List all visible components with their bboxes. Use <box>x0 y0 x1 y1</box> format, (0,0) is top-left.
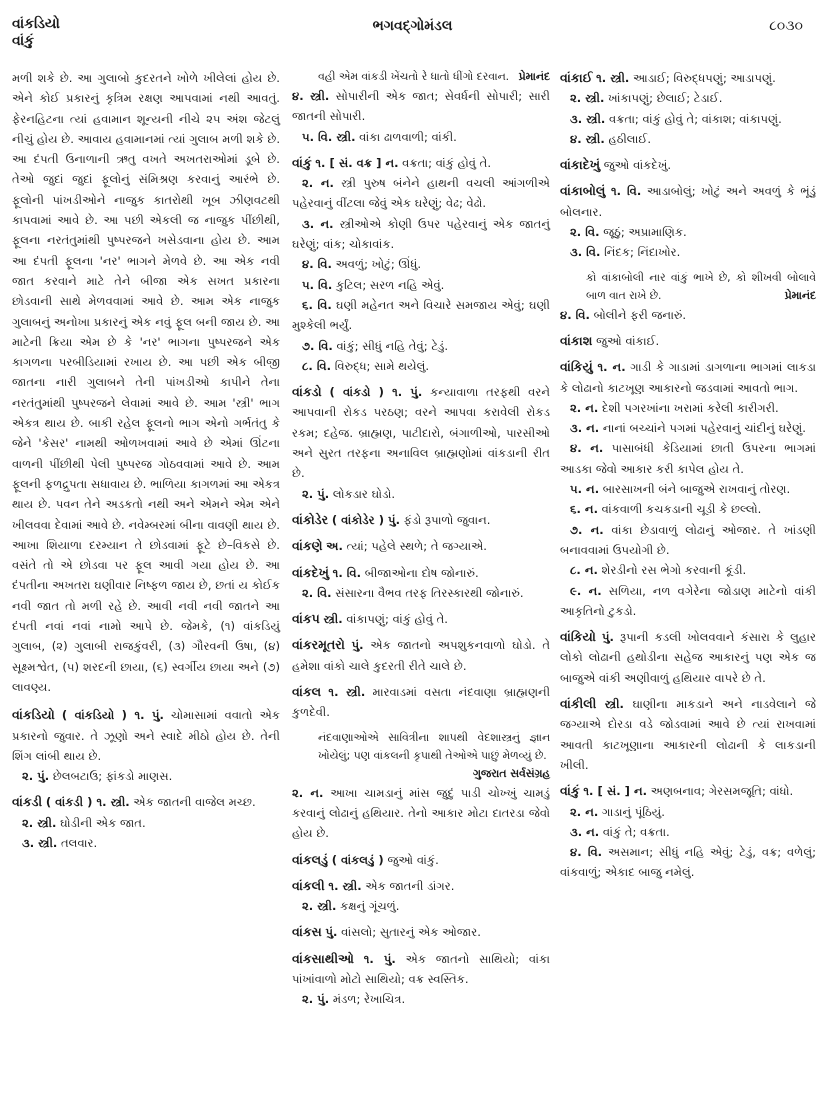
sense-text: દેશી પગરખાંના ખરામાં કરેલી કારીગરી. <box>601 400 779 415</box>
sense-text: નિંદક; નિંદાખોર. <box>604 245 681 260</box>
dictionary-entry <box>292 609 550 629</box>
page-title: ભગવદ્ગોમંડલ <box>372 18 453 34</box>
sense-label: ૨. ન. <box>570 804 599 819</box>
sense-label: ( વાંકડો ) ૧. પું. <box>329 385 423 400</box>
headword: વાંકિયું <box>560 359 593 375</box>
sense-text: વક્રતા; વાંકું હોવું તે. <box>402 155 492 170</box>
sense-label: ૬. વિ. <box>302 297 332 312</box>
sense-label: ૫. ન. <box>570 482 600 497</box>
quotation <box>560 269 816 305</box>
sense <box>292 850 550 870</box>
sense-label: ૪. વિ. <box>570 845 603 860</box>
sense-text: આડાબોલું; ખોટું અને અવળું કે ભૂંડું બોલનાર. <box>560 184 816 219</box>
sense <box>292 563 550 583</box>
sense-label: પું. <box>351 638 364 653</box>
sense-text: ગાડાનું પૂંઠિયું. <box>601 804 665 819</box>
sense-label: ૧. [ સં. ] ન. <box>583 784 648 799</box>
dictionary-entry <box>292 153 550 376</box>
dictionary-entry <box>12 705 280 786</box>
sense <box>560 398 816 418</box>
sense-label: સ્ત્રી. <box>604 697 624 712</box>
sense <box>560 842 816 883</box>
sense <box>292 275 550 295</box>
sense <box>292 989 550 1009</box>
sense-text: લોકડાર ઘોડો. <box>332 486 396 501</box>
sense-label: ૨. પું. <box>302 992 330 1007</box>
sense-text: એક જાતની ડાંગર. <box>365 878 455 893</box>
sense-label: ૨. પું. <box>302 486 330 501</box>
sense <box>292 609 550 629</box>
sense <box>560 479 816 499</box>
sense-label: ૨. સ્ત્રી. <box>570 91 605 106</box>
sense-label: ૩. સ્ત્રી. <box>22 835 58 850</box>
sense-label: ૬. ન. <box>570 502 598 517</box>
sense <box>12 766 280 786</box>
headword: વાંકડી <box>12 794 43 810</box>
sense-label: ૫. વિ. <box>302 277 333 292</box>
sense-text: ઘોડીની એક જાત. <box>60 815 146 830</box>
sense <box>292 153 550 173</box>
sense-label: ૨. સ્ત્રી. <box>22 815 57 830</box>
dictionary-entry <box>560 305 816 325</box>
sense <box>560 560 816 580</box>
sense-label: ૧. વિ. <box>332 565 362 580</box>
sense <box>560 694 816 775</box>
sense-text: વાંકું; સીધું નહિ તેવું; ટેડું. <box>336 338 449 353</box>
dictionary-entry <box>292 876 550 917</box>
headword: વાંકડો <box>292 384 322 400</box>
sense-label: ૧. સ્ત્રી. <box>596 71 630 85</box>
headword: વાંકીલી <box>560 696 597 712</box>
headword: વાંકદેખું <box>292 564 329 580</box>
headword: વાંકલડું <box>292 851 328 867</box>
sense <box>292 382 550 483</box>
sense-label: ૪. વિ. <box>560 307 590 322</box>
sense-text: હઠીલાઈ. <box>608 131 652 146</box>
sense-text: વિરુદ્ધ; સામે થયેલું. <box>334 358 430 373</box>
sense-label: ૪. ન. <box>570 441 604 456</box>
sense-label: ૭. ન. <box>570 522 604 537</box>
sense-label: ૧. સ્ત્રી. <box>328 878 362 893</box>
sense <box>292 173 550 214</box>
guide-word-bottom: વાંકું <box>12 33 35 49</box>
dictionary-entry <box>292 635 550 676</box>
sense <box>292 295 550 336</box>
sense <box>560 781 816 801</box>
sense-label: સ્ત્રી. <box>323 612 343 627</box>
sense-label: ૧. વિ. <box>610 184 642 199</box>
sense-label: ( વાંકોડેર ) પું. <box>331 512 400 527</box>
sense <box>560 357 816 398</box>
sense <box>560 438 816 479</box>
sense-text: અસમાન; સીધું નહિ એવું; ટેડું, વક્ર; વળેલું; વાંકવાળું; એકાદ બાજુ નમેલું. <box>560 845 816 880</box>
sense-text: ફંડો રૂપાળો જુવાન. <box>403 512 491 527</box>
sense-label: ૭. વિ. <box>302 338 333 353</box>
sense-text: જુઓ વાંકદેખું. <box>603 158 672 173</box>
dictionary-entry <box>560 331 816 351</box>
sense <box>292 127 550 147</box>
sense-label: ૩. વિ. <box>570 245 601 260</box>
sense-label: ૩. સ્ત્રી. <box>570 111 606 126</box>
dictionary-entry <box>292 922 550 942</box>
sense-text: કક્ષનું ગૂંચળું. <box>340 899 400 914</box>
headword: વાંકસ <box>292 924 322 940</box>
dictionary-entry <box>560 181 816 262</box>
sense-label: ૫. વિ. સ્ત્રી. <box>302 129 356 144</box>
dictionary-entry <box>560 627 816 688</box>
sense-label: ૩. ન. <box>570 824 600 839</box>
dictionary-entry <box>292 510 550 530</box>
sense <box>292 484 550 504</box>
sense-text: એક જાતનો સાથિયો; વાંકા પાંખાંવાળો મોટો સાથિયો; વક્ર સ્વસ્તિક. <box>292 951 550 986</box>
sense-text: સળિયા, નળ વગેરેના જોડાણ માટેનો વાંકી આકૃતિનો ટુકડો. <box>560 583 816 618</box>
dictionary-entry <box>12 792 280 853</box>
sense-label: ૮. ન. <box>570 563 598 578</box>
headword: વાંકસાથીઓ <box>292 950 354 966</box>
sense-text: ગાડી કે ગાડામાં ડાગળાના ભાગમાં લાકડા કે લોઢાનો કાટખૂણ આકારનો જડવામાં આવતો ભાગ. <box>560 360 817 395</box>
sense <box>292 922 550 942</box>
sense-text: વાંકા છેડાવાળું લોઢાનું ઓજાર. તે ખાંડણી બનાવવામાં ઉપયોગી છે. <box>560 522 816 557</box>
sense-label: ૧. પું. <box>363 951 396 966</box>
sense <box>560 68 816 88</box>
sense-text: નાનાં બચ્ચાંને પગમાં પહેરવાનું ચાંદીનું ઘરેણું. <box>602 421 806 436</box>
sense-text: વાંસલો; સુતારનું એક ઓજાર. <box>341 925 481 940</box>
sense-text: બોલીને ફરી જનારું. <box>593 307 687 322</box>
headword: વાંકોડેર <box>292 511 329 527</box>
sense-label: પું. <box>325 925 338 940</box>
sense <box>560 581 816 622</box>
quotation <box>292 729 550 783</box>
sense <box>292 254 550 274</box>
sense-label: ( વાંકડિયો ) ૧. પું. <box>61 708 164 723</box>
sense <box>292 356 550 376</box>
sense-text: આખા ચામડાનું માંસ જુદું પાડી ચોખ્ખું ચામડું કરવાનું લોઢાનું હથિયાર. તેનો આકાર મોટા દાતરડા જેવો હોય છે. <box>292 785 550 841</box>
dictionary-entry <box>292 783 550 844</box>
sense-label: ૪. સ્ત્રી. <box>570 131 605 146</box>
headword: વાંકું <box>292 154 312 170</box>
sense-label: અ. <box>326 539 343 554</box>
sense-text: તલવાર. <box>61 835 98 850</box>
sense-text: વક્રતા; વાંકું હોવું તે; વાંકાશ; વાંકાપણું. <box>609 111 782 126</box>
column-1 <box>12 68 280 859</box>
sense-text: છેલબટાઉ; ફાંકડો માણસ. <box>52 769 173 784</box>
sense-text: અણબનાવ; ગેરસમજૂતિ; વાંધો. <box>650 784 794 799</box>
sense-text: વાંકવાળી કચકડાની ચૂડી કે છલ્લો. <box>601 502 762 517</box>
sense <box>560 627 816 688</box>
sense <box>292 336 550 356</box>
headword: વાંકાદેખું <box>560 157 601 173</box>
sense <box>560 129 816 149</box>
quotation <box>292 68 550 86</box>
page-number: ૮૦૩૦ <box>769 18 803 34</box>
dictionary-entry <box>560 68 816 149</box>
headword: વાંકાઈ <box>560 70 593 85</box>
sense <box>12 813 280 833</box>
headword: વાંકાબોલું <box>560 183 606 199</box>
sense-label: ૨. વિ. <box>570 225 600 240</box>
dictionary-entry <box>560 781 816 882</box>
sense-text: એક જાતનો અપશુકનવાળો ઘોડો. તે હમેશા વાંકો ચાલે કુદરતી રીતે ચાલે છે. <box>292 638 551 673</box>
sense <box>560 418 816 438</box>
sense <box>292 876 550 896</box>
column-3 <box>560 68 816 889</box>
headword: વાંકું <box>560 783 580 799</box>
sense <box>12 833 280 853</box>
sense-label: ૩. ન. <box>570 421 600 436</box>
sense-text: ઘાણીના માકડાને અને નાડવેલાને જે જગ્યાએ દોરડા વડે જોડવામાં આવે છે ત્યાં રાખવામાં આવતી કાટખૂણાના આકારની લોઢાની કે લાકડાની ખીલી. <box>560 697 816 772</box>
sense <box>292 214 550 255</box>
sense <box>292 536 550 556</box>
sense-text: મંડળ; રેખાચિત્ર. <box>332 992 406 1007</box>
sense <box>292 682 550 723</box>
sense-text: સોપારીની એક જાત; સેવર્ધની સોપારી; સારી જાતની સોપારી. <box>292 89 550 124</box>
sense <box>292 896 550 916</box>
sense <box>560 109 816 129</box>
sense-label: ૨. ન. <box>570 400 599 415</box>
sense-text: ત્યાં; પહેલે સ્થળે; તે જગ્યાએ. <box>346 539 487 554</box>
sense <box>12 792 280 812</box>
sense-text: જુઓ વાંકું. <box>387 852 439 867</box>
sense-text: પાસાબંધી કેડિયામાં છાતી ઉપરના ભાગમાં આડકા જેવો આકાર કરી કાપેલ હોય તે. <box>560 441 817 476</box>
sense <box>560 499 816 519</box>
sense-label: ૨. સ્ત્રી. <box>302 899 337 914</box>
sense-text: શેરડીનો રસ ભેગો કરવાની કૂંડી. <box>601 563 747 578</box>
sense-label: ૧. ન. <box>597 360 626 375</box>
headword: વાંકડિયો <box>12 707 55 723</box>
sense <box>292 783 550 844</box>
sense <box>560 822 816 842</box>
sense <box>560 331 816 351</box>
sense <box>560 88 816 108</box>
headword: વાંકરમૂતરો <box>292 637 345 653</box>
sense-label: ૪. સ્ત્રી. <box>292 89 330 103</box>
sense-label: ૨. ન. <box>302 176 334 191</box>
sense-text: ખાંકાપણું; છેલાઈ; ટેડાઈ. <box>608 91 723 106</box>
sense <box>292 86 550 127</box>
headword: વાંકલી <box>292 877 325 893</box>
sense-label: ( વાંકલડું ) <box>331 852 384 867</box>
headword: વાંકણે <box>292 538 323 554</box>
guide-word-top: વાંકડિયો <box>12 16 60 32</box>
quote-source: પ્રેમાનંદ <box>518 70 550 83</box>
sense-text: મારવાડમાં વસતા નંદવાણા બ્રાહ્મણની કુળદેવી. <box>292 685 551 720</box>
sense <box>560 181 816 222</box>
sense-text: સંસારના વૈભવ તરફ તિરસ્કારથી જોનારું. <box>335 585 524 600</box>
sense <box>292 583 550 603</box>
sense-text: આડાઈ; વિરુદ્ધપણું; આડાપણું. <box>633 71 776 85</box>
sense-text: જુઓ વાંકાઈ. <box>596 333 660 348</box>
quote-text: કો વાંકાબોલી નાર વાંકું ભાખે છે, કો શીખવી બોલાવે બાળ વાત રાખે છે. <box>586 270 816 302</box>
sense-label: ૧. સ્ત્રી. <box>328 685 366 700</box>
sense-label: પું. <box>601 630 614 645</box>
sense-text: સ્ત્રી પુરુષ બંનેને હાથની વચલી આંગળીએ પહેરવાનું વીંટલા જેવું એક ઘરેણું; વેઢ; વેઢો. <box>292 176 551 211</box>
sense-text: એક જાતની વાજેલ મચ્છ. <box>133 795 256 810</box>
sense-text: ચોમાસામાં વવાતો એક પ્રકારનો જુવાર. તે ઝૂણો અને સ્વાદે મીઠો હોય છે. તેની શિંગ લાંબી થાય છે. <box>12 708 280 763</box>
dictionary-entry <box>292 536 550 556</box>
sense-label: ૮. વિ. <box>302 358 332 373</box>
sense-label: ( વાંકડી ) ૧. સ્ત્રી. <box>45 795 130 810</box>
sense-text: ઘણી મહેનત અને વિચારે સમજાય એવું; ઘણી મુશ્કેલી ભર્યું. <box>292 297 550 333</box>
dictionary-entry <box>560 357 816 621</box>
sense <box>292 635 550 676</box>
headword: વાંકપ <box>292 611 320 627</box>
sense <box>12 705 280 766</box>
sense-label: ૩. ન. <box>302 216 334 231</box>
quote-text: વહી એમ વાંકડી ખેંચતો રે ધાતો ધીંગો દરવાન. <box>318 70 510 83</box>
sense <box>560 155 816 175</box>
paragraph: મળી શકે છે. આ ગુલાબો કુદરતને ખોળે ખીલેલાં હોય છે. એને કોઈ પ્રકારનું કૃત્રિમ રક્ષણ આપવામાં નથી આવતું. ફેરનહિટના ત્યાં હવામાન શૂન્યની નીચે ૨૫ અંશ જેટલું નીચું હોય છે. આવાય હવામાનમાં ત્યાં ગુલાબ મળી શકે છે. આ દંપતી ઉનાળાની ઋતુ વખતે અખતરાઓમાં ડૂબે છે. તેઓ જુદાં જુદાં ફૂલોનું સંમિશ્રણ કરવાનું આરંભે છે. ફૂલોની પાંખડીઓને નાજુક કાતરોથી ખૂબ ઝીણવટથી કાપવામાં આવે છે. આ પછી એકલી જ નાજુક પીંછીથી, ફૂલના નરતંતુમાંથી પુષ્પરજને ખસેડવાના હોય છે. આમ આ દંપતી ફૂલના 'નર' ભાગને મેળવે છે. આ એક નવી જાત કરવાને માટે તેને બીજા એક સખત પ્રકારના છોડવાની સાથે મેળવવામાં આવે છે. આમ એક નાજુક ગુલાબનું અનોખા પ્રકારનું એક નવું ફૂલ બની જાય છે. આ માટેની ક્રિયા એમ છે કે 'નર' ભાગના પુષ્પરજને એક કાગળના પરબીડિયામાં રખાય છે. આ પછી એક બીજી જાતના નારી ગુલાબને તેની પાંખડીઓ કાપીને તેના નરતંતુમાંથી પુષ્પરજને લેવામાં આવે છે. આમ 'સ્ત્રી' ભાગ એકત્ર થાય છે. બાકી રહેલ ફૂલનો ભાગ એનો ગર્ભતંતુ કે જેને 'કેસર' નામથી ઓળખવામાં આવે છે એમાં ઊંટના વાળની પીંછીથી પેલી પુષ્પરજ ગોઠવવામાં આવે છે. આમ ફૂલની ફળદ્રુપતા સધાવાય છે. ભાળિયા કાગળમાં આ એકત્ર થાય છે. પવન તેને અડકતો નથી અને એમને એમ એને ખીલવવા દેવામાં આવે છે. નવેમ્બરમાં બીના વાવણી થાય છે. આખા શિયાળા દરમ્યાન તે છોડવામાં ફૂટે છે–વિકસે છે. વસંતે તો એ છોડવા પર ફૂલ આવી ગયા હોય છે. આ દંપતીના અખતરા ઘણીવાર નિષ્ફળ જાય છે, છતાં ય કોઈક નવી જાત તો મળી રહે છે. આવી નવી નવી જાતને આ દંપતી નવાં નવાં નામો આપે છે. જેમકે, (૧) વાંકડિયું ગુલાબ, (૨) ગુલાબી રાજકુંવરી, (૩) ગૌરવની ઉષા, (૪) સૂક્ષ્મશ્વેત, (૫) શરદની છાયા, (૬) સ્વર્ગીય છાયા અને (૭) લાવણ્ય. <box>12 71 280 694</box>
sense <box>560 520 816 561</box>
sense-text: બારસાખની બંને બાજુએ રાખવાનું તોરણ. <box>602 482 791 497</box>
sense-text: વાંકાપણું; વાંકું હોવું તે. <box>346 612 448 627</box>
quote-source: ગુજરાત સર્વસંગ્રહ <box>472 766 550 780</box>
dictionary-entry <box>292 86 550 147</box>
sense <box>560 305 816 325</box>
headword: વાંકિયો <box>560 629 596 645</box>
column-2 <box>292 68 550 1016</box>
sense-label: ૧. [ સં. વક્ર ] ન. <box>315 155 399 170</box>
dictionary-entry <box>292 382 550 504</box>
sense-label: ૨. પું. <box>22 769 50 784</box>
quote-text: નંદવાણાઓએ સાવિત્રીના શાપથી વેદશાસ્ત્રનું જ્ઞાન ખોયેલું; પણ વાંકલની કૃપાથી તેઓએ પાછું મેળવ્યું છે. <box>318 730 550 762</box>
headword: વાંકાશ <box>560 332 593 348</box>
sense-label: ૨. વિ. <box>302 585 332 600</box>
sense-text: સ્ત્રીઓએ કોણી ઉપર પહેરવાનું એક જાતનું ઘરેણું; વાંક; ચોકાવાંક. <box>292 216 550 252</box>
sense-text: રૂપાની કડલી ખોલવવાને કંસારા કે લુહાર લોકો લોઢાની હથોડીના સહેજ આકારનું પણ એક જ બાજુએ વાંકી અણીવાળું હથિયાર વાપરે છે તે. <box>560 630 817 685</box>
headword: વાંકલ <box>292 684 322 700</box>
dictionary-entry <box>560 155 816 175</box>
dictionary-entry <box>292 563 550 604</box>
sense-text: કન્યાવાળા તરફથી વરને આપવાની રોકડ પરઠણ; વરને આપવા કરાવેલી રોકડ રકમ; દહેજ. બ્રાહ્મણ, પાટીદારો, બંગાળીઓ, પારસીઓ અને સુરત તરફના અનાવિલ બ્રાહ્મણોમાં વાંકડાની રીત છે. <box>292 385 550 481</box>
sense-label: ૯. ન. <box>570 583 602 598</box>
sense-text: બીજાઓના દોષ જોનારું. <box>364 565 479 580</box>
sense-label: ૪. વિ. <box>302 257 332 272</box>
sense <box>560 242 816 262</box>
dictionary-entry <box>560 694 816 775</box>
quote-source: પ્રેમાનંદ <box>784 288 816 302</box>
dictionary-entry <box>292 850 550 870</box>
sense-text: કુટિલ; સરળ નહિ એવું. <box>336 277 445 292</box>
sense <box>560 802 816 822</box>
sense-text: વાંકું તે; વક્રતા. <box>602 824 670 839</box>
dictionary-entry <box>292 682 550 723</box>
sense-label: ૨. ન. <box>292 785 324 800</box>
sense-text: અવળું; ખોટું; ઊંધું. <box>335 257 422 272</box>
sense-text: વાંકા ઢાળવાળી; વાંકી. <box>359 129 457 144</box>
sense <box>292 510 550 530</box>
sense-text: જૂઠું; અપ્રામાણિક. <box>603 225 687 240</box>
sense <box>560 222 816 242</box>
sense <box>292 949 550 990</box>
dictionary-entry <box>292 949 550 1010</box>
